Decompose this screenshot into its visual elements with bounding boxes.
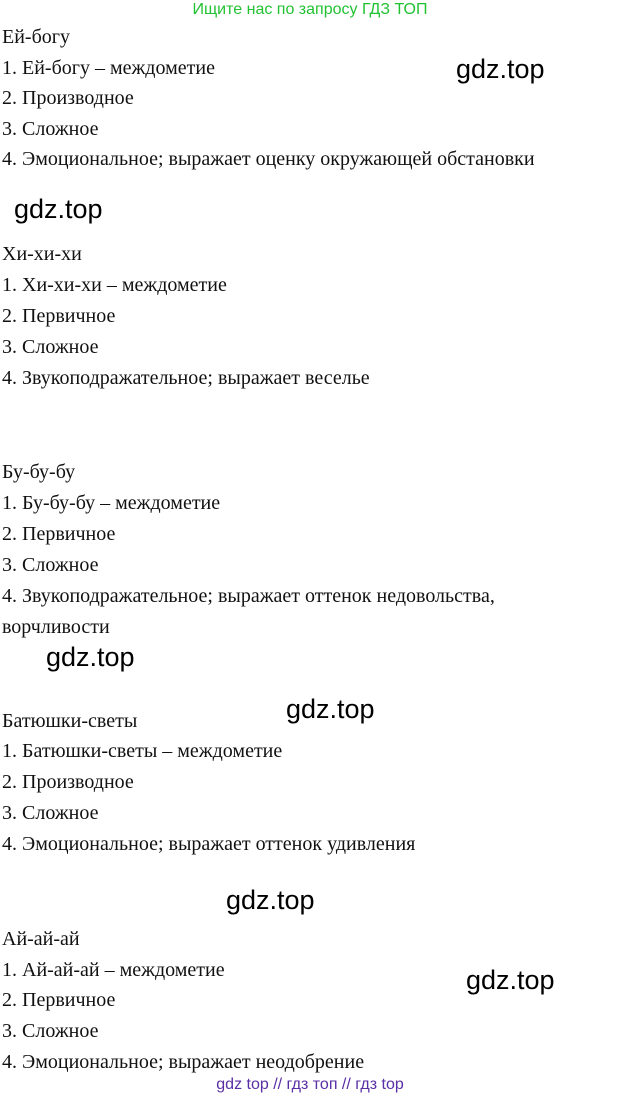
watermark-text: gdz.top	[286, 694, 375, 724]
entry-point: 4. Эмоциональное; выражает неодобрение	[2, 1051, 365, 1073]
entry-point: 2. Производное	[2, 87, 134, 109]
entry-word: Бу-бу-бу	[2, 461, 76, 483]
entry-point: 1. Ай-ай-ай – междометие	[2, 959, 225, 981]
watermark-text: gdz.top	[226, 885, 315, 915]
entry-point: 3. Сложное	[2, 554, 99, 576]
entry-point: 3. Сложное	[2, 802, 99, 824]
footer-links[interactable]: gdz top // гдз топ // гдз top	[216, 1076, 404, 1093]
entry-point: 4. Звукоподражательное; выражает веселье	[2, 367, 370, 389]
entry-point: 2. Производное	[2, 771, 134, 793]
entry-word: Ай-ай-ай	[2, 928, 80, 950]
watermark-text: gdz.top	[46, 642, 135, 672]
entry-point: 2. Первичное	[2, 305, 116, 327]
entry-point: ворчливости	[2, 616, 110, 638]
entry-point: 4. Звукоподражательное; выражает оттенок недовольства,	[2, 585, 495, 607]
header-search-link[interactable]: Ищите нас по запросу ГДЗ ТОП	[192, 1, 428, 18]
entry-point: 3. Сложное	[2, 1020, 99, 1042]
entry-point: 1. Хи-хи-хи – междометие	[2, 274, 227, 296]
entry-point: 1. Ей-богу – междометие	[2, 57, 215, 79]
watermark-text: gdz.top	[14, 194, 103, 224]
watermark-text: gdz.top	[456, 54, 545, 84]
entry-point: 3. Сложное	[2, 336, 99, 358]
entry-point: 2. Первичное	[2, 523, 116, 545]
entry-point: 4. Эмоциональное; выражает оценку окружающей обстановки	[2, 148, 535, 170]
entry-word: Ей-богу	[2, 26, 70, 48]
watermark-text: gdz.top	[466, 965, 555, 995]
entry-point: 2. Первичное	[2, 989, 116, 1011]
entry-point: 3. Сложное	[2, 118, 99, 140]
entry-point: 1. Батюшки-светы – междометие	[2, 740, 283, 762]
entry-word: Батюшки-светы	[2, 710, 138, 732]
entry-point: 4. Эмоциональное; выражает оттенок удивления	[2, 833, 416, 855]
entry-word: Хи-хи-хи	[2, 243, 82, 265]
entry-point: 1. Бу-бу-бу – междометие	[2, 492, 221, 514]
